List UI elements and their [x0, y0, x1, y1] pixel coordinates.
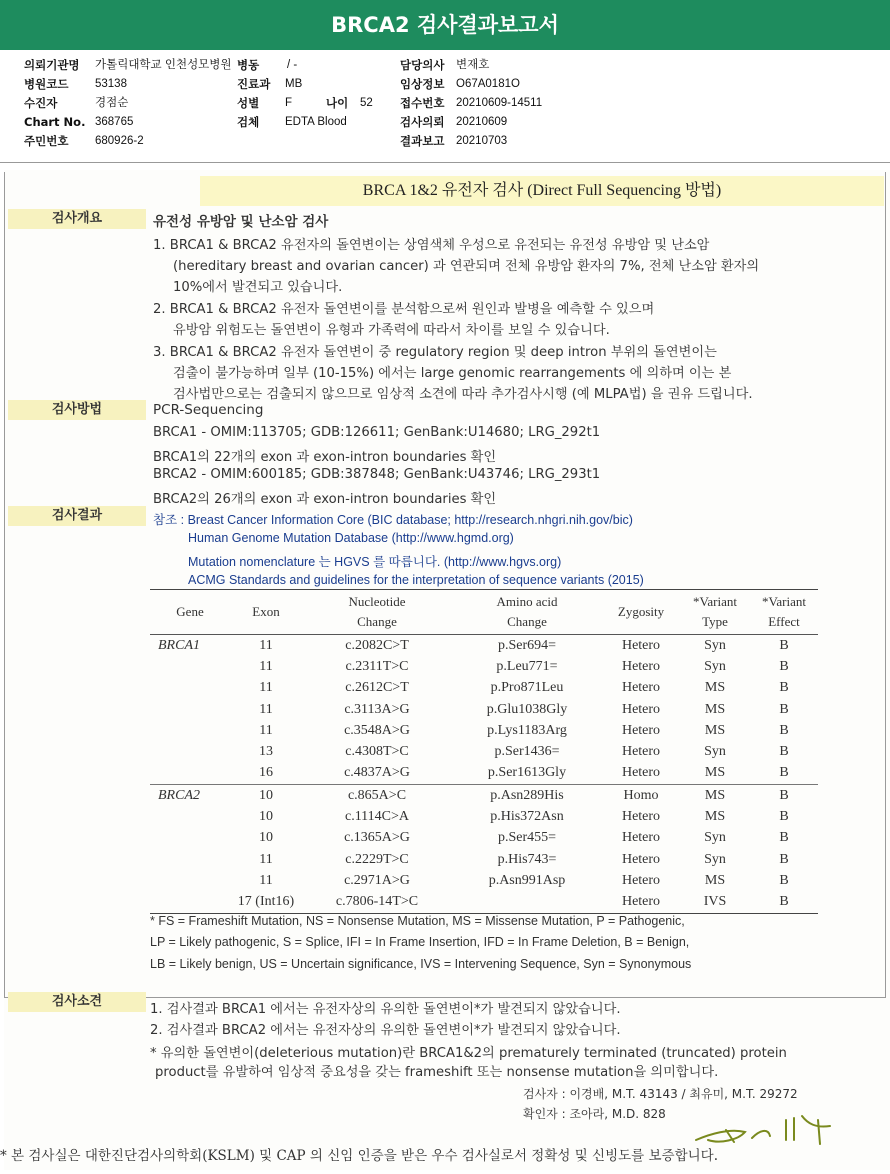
col-effect-1: *Variant	[761, 594, 807, 609]
overview-line: 검출이 불가능하며 일부 (10-15%) 에서는 large genomic rearrangements 에 의하며 이는 본	[173, 366, 732, 381]
overview-line: 3. BRCA1 & BRCA2 유전자 돌연변이 중 regulatory region 및 deep intron 부위의 돌연변이는	[153, 345, 717, 360]
opinion-line: 2. 검사결과 BRCA2 에서는 유전자상의 유의한 돌연변이*가 발견되지 않았습니다.	[150, 1023, 621, 1038]
clinical-label: 임상정보	[400, 77, 445, 91]
cell-effect: B	[750, 785, 818, 807]
opinion-line: product를 유발하여 임상적 중요성을 갖는 frameshift 또는 nonsense mutation을 의미합니다.	[155, 1065, 719, 1080]
overview-line: 검사법만으로는 검출되지 않으므로 임상적 소견에 따라 추가검사시행 (예 MLPA법) 을 권유 드립니다.	[173, 387, 753, 402]
age-label: 나이	[326, 96, 349, 110]
footer-note: * 본 검사실은 대한진단검사의학회(KSLM) 및 CAP 의 신임 인증을 받은 우수 검사실로서 정확성 및 신빙도를 보증합니다.	[0, 1148, 718, 1164]
ward-value: / -	[287, 59, 298, 71]
col-nucleotide	[302, 590, 452, 635]
cell-nuc: c.2229T>C	[345, 851, 409, 867]
cell-exon: 13	[259, 744, 273, 760]
cell-nuc: c.2082C>T	[345, 637, 409, 653]
cell-exon: 11	[259, 658, 273, 674]
reference-line: 참조 : Breast Cancer Information Core (BIC database; http://research.nhgri.nih.gov/bic)	[153, 513, 633, 527]
cell-zyg: Hetero	[621, 809, 661, 825]
cell-zyg: Hetero	[621, 765, 661, 781]
cell-effect: B	[779, 701, 789, 717]
report-banner	[200, 176, 884, 206]
cell-type: Syn	[704, 637, 726, 653]
patient-info	[0, 56, 890, 156]
footnote-line: LP = Likely pathogenic, S = Splice, IFI = In Frame Insertion, IFD = In Frame Deletion, B = Benign,	[150, 935, 690, 949]
ward-label: 병동	[237, 58, 260, 72]
hospital-code-value: 53138	[95, 78, 127, 90]
tester-line: 검사자 : 이경배, M.T. 43143 / 최유미, M.T. 29272	[523, 1087, 798, 1101]
cell-type: Syn	[704, 830, 726, 846]
cell-exon: 11	[259, 851, 273, 867]
overview-line: 유방암 위험도는 돌연변이 유형과 가족력에 따라서 차이를 보일 수 있습니다.	[173, 323, 610, 338]
cell-gene	[150, 828, 230, 849]
chart-value: 368765	[95, 116, 134, 128]
table-row	[150, 720, 818, 741]
cell-gene	[150, 741, 230, 762]
cell-exon: 11	[259, 722, 273, 738]
confirmer-line: 확인자 : 조아라, M.D. 828	[523, 1107, 666, 1121]
cell-gene	[150, 699, 230, 720]
cell-aa: p.Asn289His	[452, 785, 602, 807]
cell-nuc: c.1114C>A	[344, 809, 410, 825]
cell-gene: BRCA1	[158, 637, 200, 653]
cell-exon: 11	[259, 701, 273, 717]
institution-label: 의뢰기관명	[24, 58, 80, 72]
method-line: PCR-Sequencing	[153, 402, 264, 418]
cell-aa: p.His372Asn	[490, 809, 564, 825]
chart-label: Chart No.	[24, 115, 86, 129]
cell-effect: B	[779, 851, 789, 867]
cell-nuc: c.4308T>C	[345, 744, 409, 760]
opinion-line: * 유의한 돌연변이(deleterious mutation)란 BRCA1&2의 prematurely terminated (truncated) protein	[150, 1046, 787, 1061]
table-row	[150, 763, 818, 785]
method-line: BRCA2 - OMIM:600185; GDB:387848; GenBank:U43746; LRG_293t1	[153, 467, 601, 482]
sex-value: F	[285, 97, 293, 109]
cell-effect: B	[779, 658, 789, 674]
cell-aa: p.Leu771=	[496, 658, 558, 674]
cell-type: Syn	[704, 851, 726, 867]
hospital-code-label: 병원코드	[24, 77, 69, 91]
opinion-tag: 검사소견	[8, 992, 146, 1012]
cell-exon: 10	[259, 809, 273, 825]
col-type-1: *Variant	[692, 594, 738, 609]
cell-aa: p.Asn991Asp	[488, 872, 566, 888]
reference-line: Human Genome Mutation Database (http://www.hgmd.org)	[188, 531, 514, 545]
cell-aa: p.Lys1183Arg	[487, 722, 567, 738]
cell-effect: B	[779, 680, 789, 696]
table-row	[150, 870, 818, 891]
col-effect-2: Effect	[768, 614, 800, 629]
cell-nuc: c.2612C>T	[345, 680, 409, 696]
method-line: BRCA1 - OMIM:113705; GDB:126611; GenBank:U14680; LRG_292t1	[153, 425, 601, 440]
cell-nuc: c.7806-14T>C	[302, 892, 452, 914]
cell-exon: 17 (Int16)	[230, 892, 302, 914]
request-value: 20210609	[456, 116, 508, 128]
doctor-label: 담당의사	[400, 58, 445, 72]
table-row	[150, 699, 818, 720]
opinion-line: 1. 검사결과 BRCA1 에서는 유전자상의 유의한 돌연변이*가 발견되지 않았습니다.	[150, 1002, 621, 1017]
rrn-value: 680926-2	[95, 135, 144, 147]
cell-type: Syn	[704, 744, 726, 760]
cell-type: MS	[680, 785, 750, 807]
cell-zyg: Hetero	[621, 722, 661, 738]
report-date-value: 20210703	[456, 135, 508, 147]
overview-line: 2. BRCA1 & BRCA2 유전자 돌연변이를 분석함으로써 원인과 발병을 예측할 수 있으며	[153, 302, 655, 317]
col-gene: Gene	[150, 590, 230, 635]
cell-zyg: Homo	[602, 785, 680, 807]
cell-type: MS	[704, 722, 726, 738]
cell-exon: 10	[230, 785, 302, 807]
col-zygosity: Zygosity	[602, 590, 680, 635]
cell-gene	[150, 720, 230, 741]
table-row	[150, 828, 818, 849]
cell-gene	[150, 763, 230, 785]
cell-type: MS	[704, 680, 726, 696]
banner-text: BRCA 1&2 유전자 검사 (Direct Full Sequencing 방법)	[362, 182, 722, 199]
cell-zyg: Hetero	[621, 872, 661, 888]
method-line: BRCA2의 26개의 exon 과 exon-intron boundaries 확인	[153, 492, 497, 507]
report-title: BRCA2 검사결과보고서	[0, 0, 890, 50]
cell-effect: B	[779, 637, 789, 653]
cell-zyg: Hetero	[621, 658, 661, 674]
footnote-line: * FS = Frameshift Mutation, NS = Nonsense Mutation, MS = Missense Mutation, P = Pathogenic,	[150, 914, 685, 928]
reference-line: Mutation nomenclature 는 HGVS 를 따릅니다. (http://www.hgvs.org)	[188, 555, 562, 569]
table-row	[150, 785, 818, 807]
col-exon: Exon	[230, 590, 302, 635]
cell-effect: B	[779, 809, 789, 825]
rrn-label: 주민번호	[24, 134, 69, 148]
cell-aa: p.Ser1613Gly	[487, 765, 567, 781]
cell-effect: B	[779, 722, 789, 738]
cell-gene	[150, 678, 230, 699]
cell-exon: 10	[259, 830, 273, 846]
table-row	[150, 849, 818, 870]
table-header-row	[150, 590, 818, 635]
age-value: 52	[360, 97, 373, 109]
table-row	[150, 635, 818, 657]
cell-nuc: c.2311T>C	[345, 658, 409, 674]
cell-zyg: Hetero	[621, 851, 661, 867]
cell-nuc: c.3548A>G	[344, 722, 410, 738]
receipt-value: 20210609-14511	[456, 97, 543, 109]
col-amino	[452, 590, 602, 635]
cell-aa: p.Pro871Leu	[490, 680, 564, 696]
cell-aa	[452, 892, 602, 914]
cell-gene: BRCA2	[150, 785, 230, 807]
cell-zyg: Hetero	[621, 744, 661, 760]
variant-table	[150, 590, 818, 914]
cell-nuc: c.1365A>G	[344, 830, 410, 846]
cell-aa: p.Ser455=	[497, 830, 557, 846]
col-type	[680, 590, 750, 635]
cell-zyg: Hetero	[621, 637, 661, 653]
col-nucleotide-2: Change	[357, 614, 397, 629]
cell-aa: p.Ser1436=	[494, 744, 560, 760]
cell-type: Syn	[704, 658, 726, 674]
cell-aa: p.His743=	[497, 851, 557, 867]
col-amino-1: Amino acid	[496, 594, 558, 609]
cell-effect: B	[779, 872, 789, 888]
divider	[0, 162, 890, 163]
cell-effect: B	[779, 765, 789, 781]
cell-type: MS	[704, 765, 726, 781]
cell-aa: p.Glu1038Gly	[486, 701, 568, 717]
request-label: 검사의뢰	[400, 115, 445, 129]
cell-nuc: c.4837A>G	[344, 765, 410, 781]
cell-exon: 11	[259, 680, 273, 696]
cell-exon: 16	[259, 765, 273, 781]
table-row	[150, 678, 818, 699]
sex-label: 성별	[237, 96, 260, 110]
cell-zyg: Hetero	[602, 892, 680, 914]
cell-gene	[150, 806, 230, 827]
cell-gene	[150, 849, 230, 870]
col-amino-2: Change	[507, 614, 547, 629]
table-row	[150, 741, 818, 762]
col-effect	[750, 590, 818, 635]
col-nucleotide-1: Nucleotide	[348, 594, 406, 609]
cell-nuc: c.3113A>G	[344, 701, 410, 717]
overview-line: (hereditary breast and ovarian cancer) 과 연관되며 전체 유방암 환자의 7%, 전체 난소암 환자의	[173, 259, 760, 274]
cell-zyg: Hetero	[621, 701, 661, 717]
report-date-label: 결과보고	[400, 134, 445, 148]
overview-tag: 검사개요	[8, 209, 146, 229]
table-row	[150, 892, 818, 914]
cell-type: IVS	[680, 892, 750, 914]
reference-line: ACMG Standards and guidelines for the interpretation of sequence variants (2015)	[188, 573, 644, 587]
cell-nuc: c.865A>C	[302, 785, 452, 807]
cell-type: MS	[704, 809, 726, 825]
department-label: 진료과	[237, 77, 271, 91]
cell-effect: B	[779, 744, 789, 760]
cell-gene	[150, 656, 230, 677]
cell-gene	[150, 870, 230, 891]
table-row	[150, 806, 818, 827]
cell-exon: 11	[259, 637, 273, 653]
name-value: 경점순	[95, 97, 129, 109]
cell-type: MS	[704, 701, 726, 717]
doctor-value: 변재호	[456, 59, 490, 71]
receipt-label: 접수번호	[400, 96, 445, 110]
clinical-value: O67A0181O	[456, 78, 520, 90]
result-tag: 검사결과	[8, 506, 146, 526]
cell-effect: B	[750, 892, 818, 914]
cell-effect: B	[779, 830, 789, 846]
department-value: MB	[285, 78, 303, 90]
cell-gene	[150, 892, 230, 914]
method-tag: 검사방법	[8, 400, 146, 420]
footnote-line: LB = Likely benign, US = Uncertain significance, IVS = Intervening Sequence, Syn = Synonymous	[150, 957, 692, 971]
table-row	[150, 656, 818, 677]
overview-line: 10%에서 발견되고 있습니다.	[173, 280, 343, 295]
cell-aa: p.Ser694=	[497, 637, 557, 653]
cell-exon: 11	[259, 872, 273, 888]
col-type-2: Type	[702, 614, 728, 629]
cell-nuc: c.2971A>G	[344, 872, 410, 888]
cell-zyg: Hetero	[621, 680, 661, 696]
name-label: 수진자	[24, 96, 58, 110]
overview-line: 1. BRCA1 & BRCA2 유전자의 돌연변이는 상염색체 우성으로 유전되는 유전성 유방암 및 난소암	[153, 238, 710, 253]
specimen-label: 검체	[237, 115, 260, 129]
specimen-value: EDTA Blood	[285, 116, 347, 128]
institution-value: 가톨릭대학교 인천성모병원	[95, 59, 232, 71]
cell-type: MS	[704, 872, 726, 888]
method-line: BRCA1의 22개의 exon 과 exon-intron boundaries 확인	[153, 450, 497, 465]
cell-zyg: Hetero	[621, 830, 661, 846]
overview-heading: 유전성 유방암 및 난소암 검사	[153, 214, 329, 230]
